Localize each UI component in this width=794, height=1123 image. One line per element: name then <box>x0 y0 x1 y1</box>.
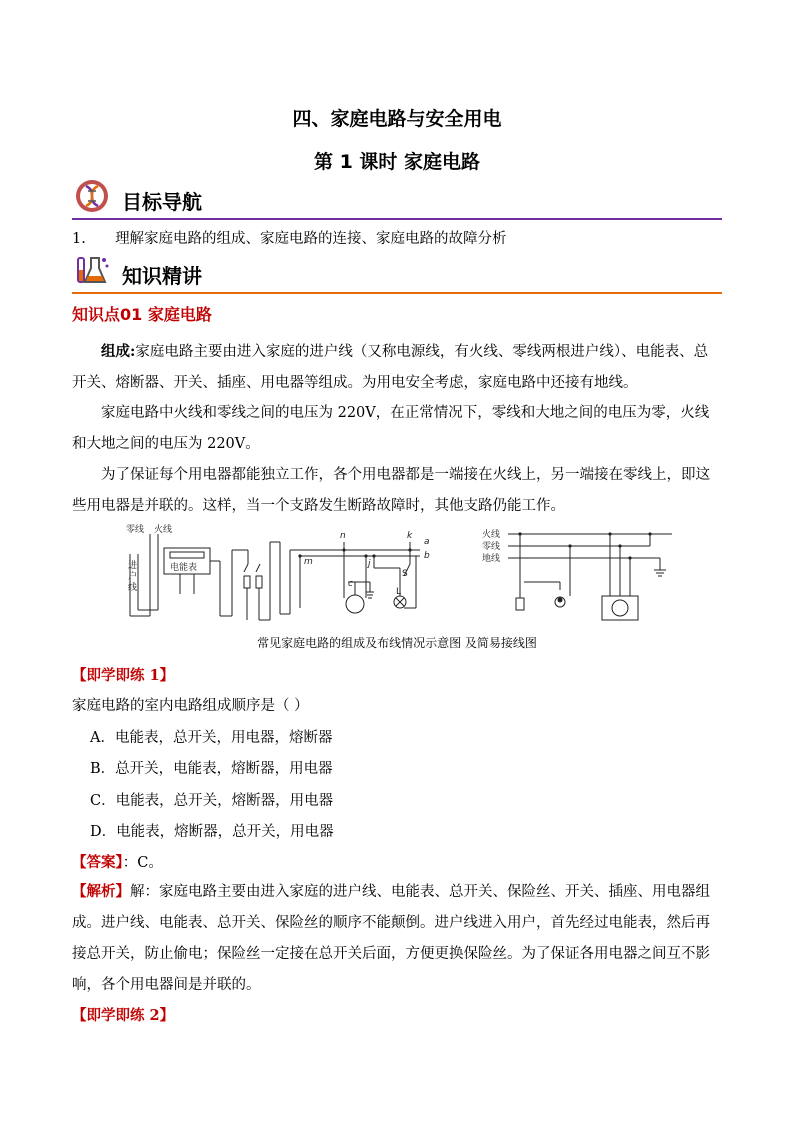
exercise1-option-a: A．电能表，总开关，用电器，熔断器 <box>90 730 333 746</box>
answer-label: 【答案】 <box>72 854 123 871</box>
goal-item-text: 理解家庭电路的组成、家庭电路的连接、家庭电路的故障分析 <box>115 231 507 247</box>
label-S: S <box>402 569 408 579</box>
label-m: m <box>304 557 313 567</box>
label-meter: 电能表 <box>170 563 198 573</box>
exercise1-option-c: C．电能表，总开关，熔断器，用电器 <box>90 793 334 809</box>
lesson-title: 第 1 课时 家庭电路 <box>313 151 481 173</box>
label-right-live: 火线 <box>482 530 501 540</box>
circuit-figure <box>120 524 680 632</box>
lab-flask-icon <box>74 252 110 288</box>
label-right-neutral: 零线 <box>482 542 501 552</box>
section-goal-header <box>72 176 722 220</box>
label-c: c <box>348 579 353 589</box>
paragraph-lead: 组成: <box>101 343 136 360</box>
label-live: 火线 <box>154 525 173 535</box>
paragraph-composition-text: 家庭电路主要由进入家庭的进户线（又称电源线，有火线、零线两根进户线）、电能表、总开关、熔断器、开关、插座、用电器等组成。为用电安全考虑，家庭电路中还接有地线。 <box>72 344 709 391</box>
label-a: a <box>424 537 430 547</box>
goal-item <box>72 227 507 248</box>
paragraph-composition <box>72 336 722 399</box>
exercise1-heading: 【即学即练 1】 <box>72 667 175 684</box>
chapter-title: 四、家庭电路与安全用电 <box>292 108 502 130</box>
dna-badge-icon <box>74 178 110 214</box>
label-entry-3: 线 <box>128 583 138 593</box>
knowledge-point-title: 知识点01 家庭电路 <box>72 305 212 324</box>
figure-caption: 常见家庭电路的组成及布线情况示意图 及简易接线图 <box>257 636 537 650</box>
section-goal-rule <box>72 218 722 220</box>
answer-text: ：C。 <box>122 855 163 871</box>
label-neutral: 零线 <box>126 525 145 535</box>
exercise1-answer <box>72 851 163 872</box>
paragraph-parallel: 为了保证每个用电器都能独立工作，各个用电器都是一端接在火线上，另一端接在零线上，即这些用电器是并联的。这样，当一个支路发生断路故障时，其他支路仍能工作。 <box>72 467 710 514</box>
exercise2-heading: 【即学即练 2】 <box>72 1007 175 1024</box>
analysis-text: 解：家庭电路主要由进入家庭的进户线、电能表、总开关、保险丝、开关、插座、用电器组成。进户线、电能表、总开关、保险丝的顺序不能颠倒。进户线进入用户，首先经过电能表，然后再接总开关，防止偷电；保险丝一定接在总开关后面，方便更换保险丝。为了保证各用电器之间互不影响，各个用电器间是并联的。 <box>72 884 710 993</box>
section-knowledge-label: 知识精讲 <box>122 264 202 288</box>
label-j: j <box>368 559 371 569</box>
goal-item-number: 1. <box>72 231 86 247</box>
analysis-label: 【解析】 <box>72 883 130 900</box>
label-n: n <box>340 531 346 541</box>
label-k: k <box>407 531 413 541</box>
label-right-ground: 地线 <box>482 554 501 564</box>
section-knowledge-rule <box>72 292 722 294</box>
exercise1-option-d: D．电能表，熔断器，总开关，用电器 <box>90 824 334 840</box>
section-goal-label: 目标导航 <box>122 190 202 214</box>
label-b: b <box>424 551 430 561</box>
exercise1-question: 家庭电路的室内电路组成顺序是（ ） <box>72 698 309 714</box>
paragraph-voltage: 家庭电路中火线和零线之间的电压为 220V，在正常情况下，零线和大地之间的电压为零，火线和大地之间的电压为 220V。 <box>72 405 710 452</box>
label-entry-1: 进 <box>128 561 138 571</box>
section-knowledge-header <box>72 250 722 294</box>
label-L: L <box>396 587 402 597</box>
exercise1-analysis <box>72 876 722 1001</box>
exercise1-option-b: B．总开关，电能表，熔断器，用电器 <box>90 761 333 777</box>
label-entry-2: 户 <box>128 572 138 582</box>
